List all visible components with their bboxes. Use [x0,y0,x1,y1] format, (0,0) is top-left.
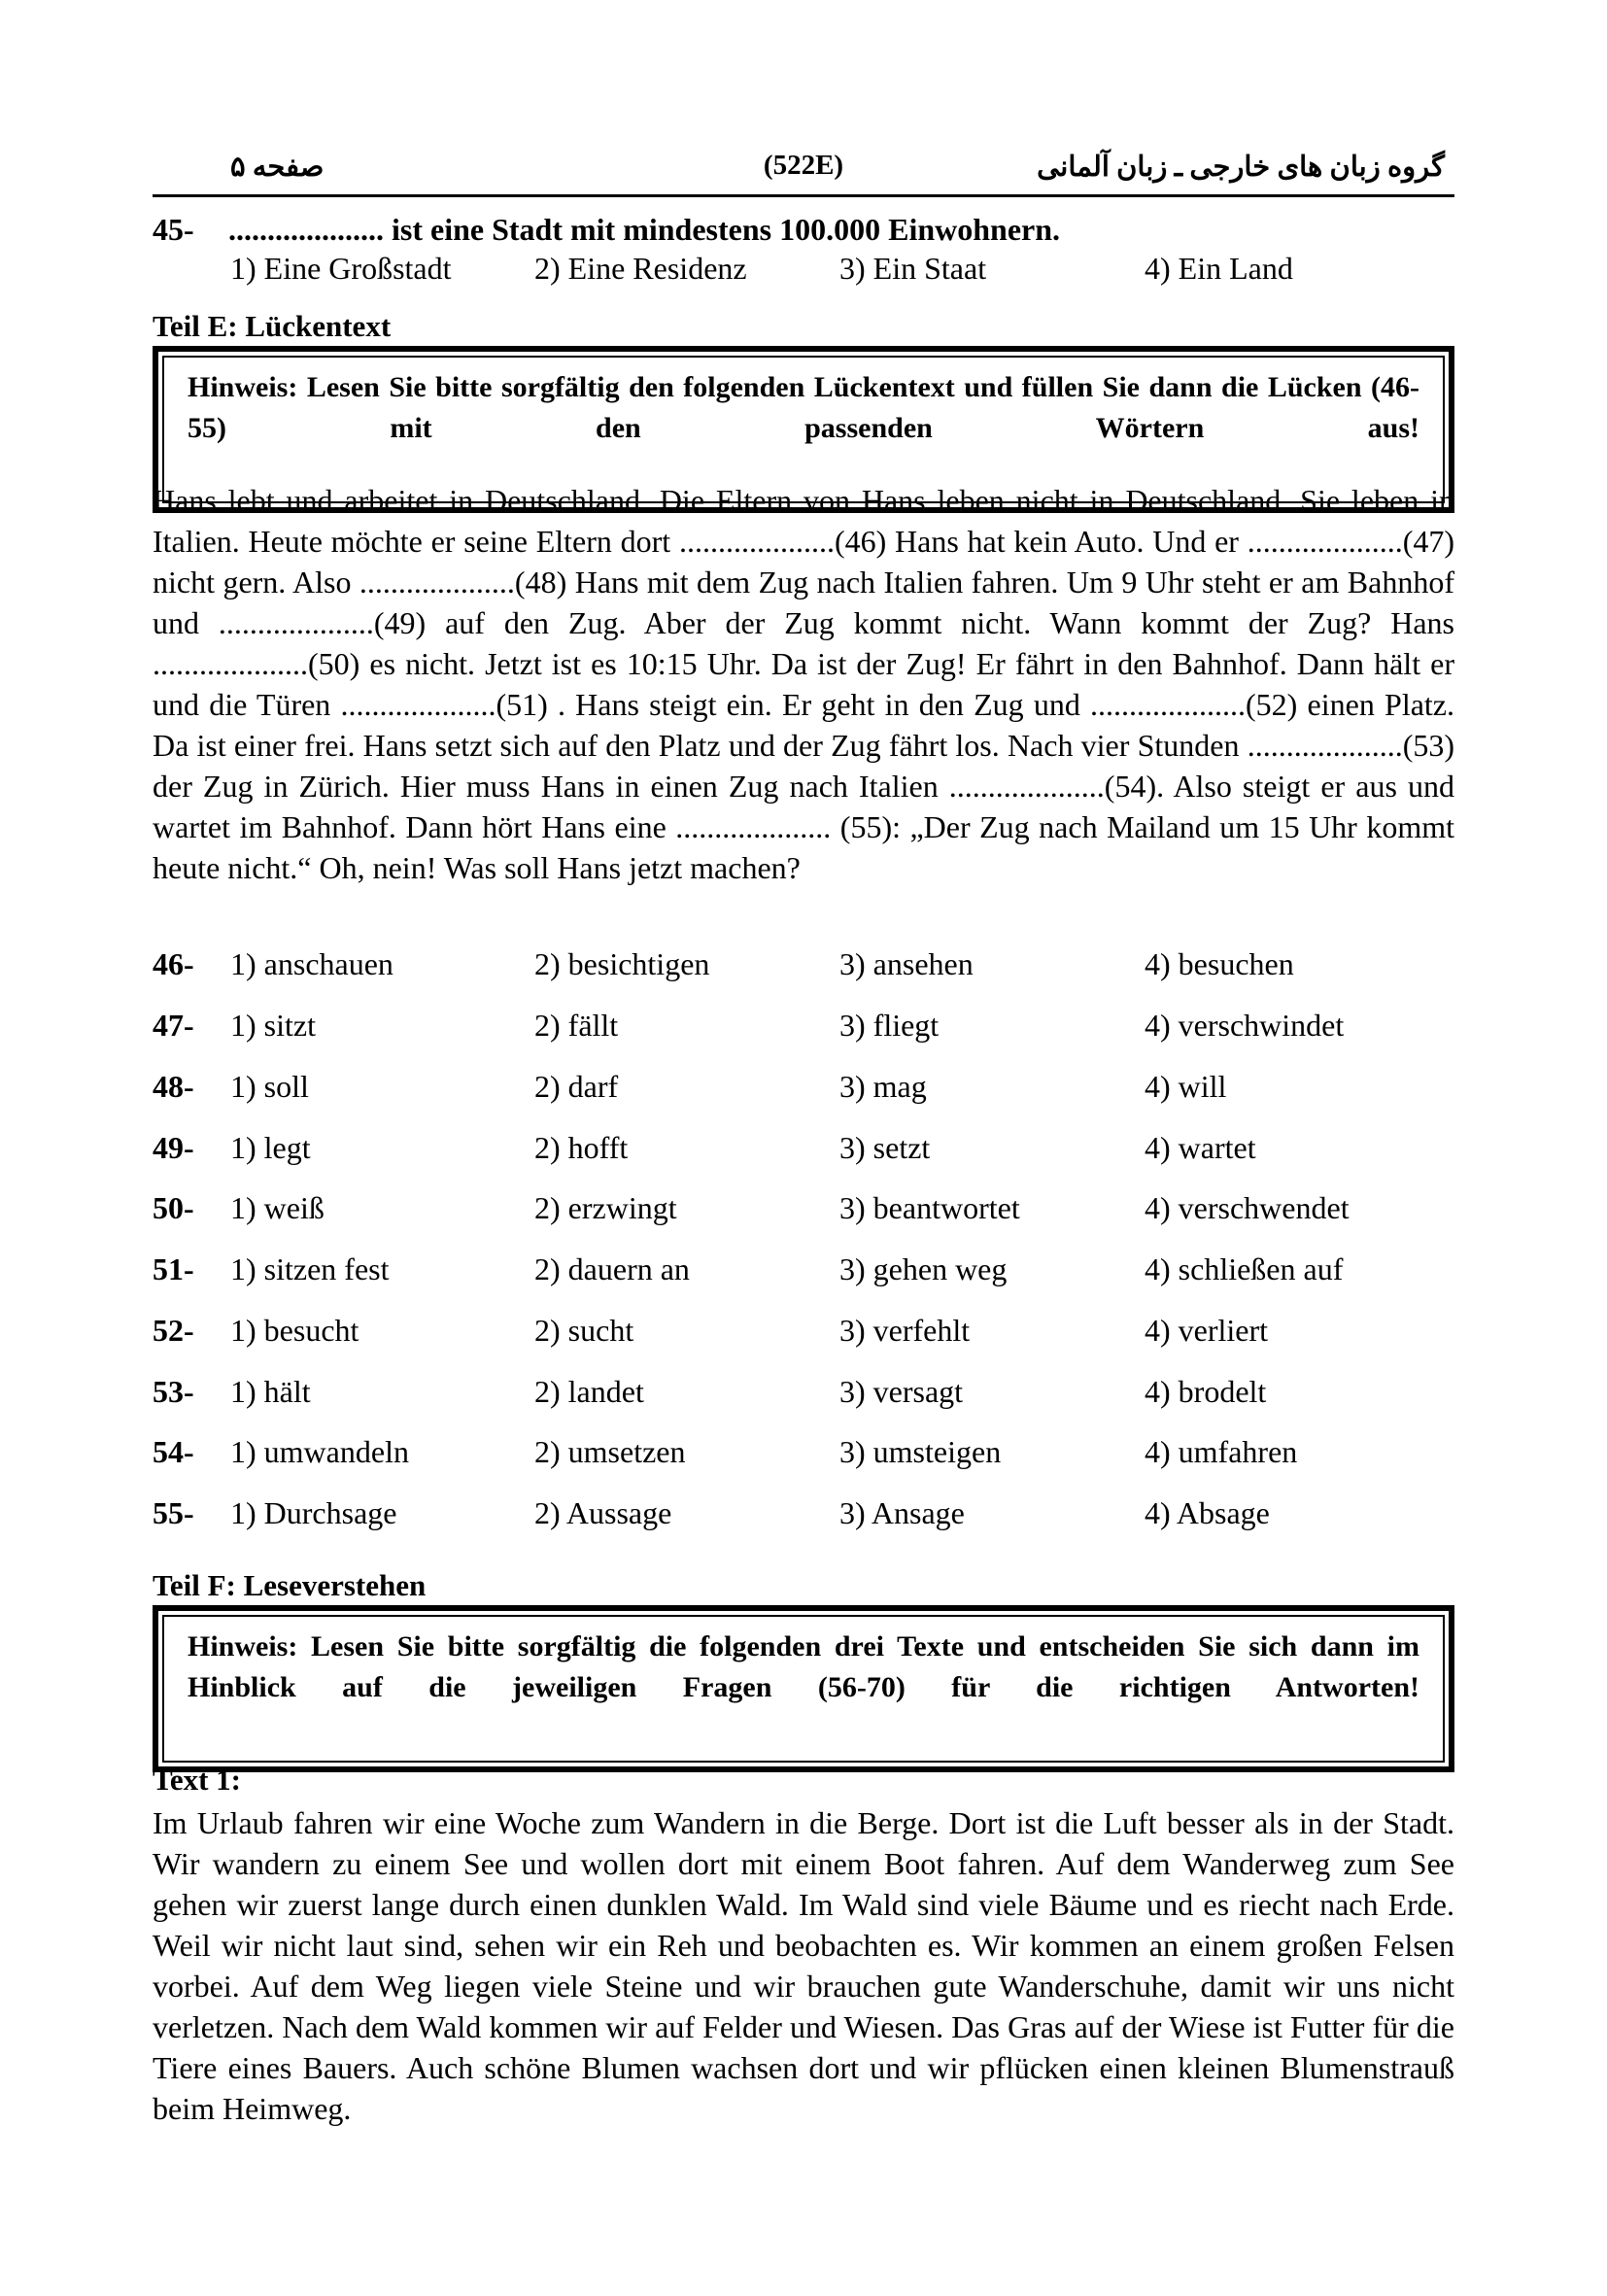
option-1: 1) soll [230,1069,309,1104]
option-2: 2) umsetzen [534,1434,686,1469]
exam-group-title: گروه زبان های خارجی ـ زبان آلمانی [1037,152,1445,183]
question-number: 51- [153,1251,194,1286]
question-number: 55- [153,1495,194,1530]
question-stem: .................... ist eine Stadt mit mindestens 100.000 Einwohnern. [228,212,1061,247]
section-title-teil-e: Teil E: Lückentext [153,309,392,343]
question-52 [153,1313,1454,1355]
question-55 [153,1495,1454,1538]
option-2: 2) erzwingt [534,1190,677,1225]
option-3: 3) ansehen [839,946,974,981]
option-1: 1) weiß [230,1190,325,1225]
question-48 [153,1069,1454,1112]
exam-code: (522E) [763,150,844,181]
question-number: 53- [153,1374,194,1409]
option-3: 3) Ansage [839,1495,965,1530]
option-2: 2) besichtigen [534,946,710,981]
option-1: 1) hält [230,1374,311,1409]
question-number: 52- [153,1313,194,1348]
option-4: 4) brodelt [1145,1374,1267,1409]
option-3: 3) versagt [839,1374,964,1409]
option-4: 4) Ein Land [1145,251,1293,286]
option-3: 3) gehen weg [839,1251,1008,1286]
page-number: صفحه ۵ [230,152,325,183]
lueckentext: Hans lebt und arbeitet in Deutschland. Die Eltern von Hans leben nicht in Deutschland. Sie leben in Italien. Heute möchte er seine Eltern dort ....................(46) Hans hat kein Auto. Und er ....................(47) nicht gern. Also ....................(48) Hans mit dem Zug nach Italien fahren. Um 9 Uhr steht er am Bahnhof und ....................(49) auf den Zug. Aber der Zug kommt nicht. Wann kommt der Zug? Hans ....................(50) es nicht. Jetzt ist es 10:15 Uhr. Da ist der Zug! Er fährt in den Bahnhof. Dann hält er und die Türen ....................(51) . Hans steigt ein. Er geht in den Zug und ....................(52) einen Platz. Da ist einer frei. Hans setzt sich auf den Platz und der Zug fährt los. Nach vier Stunden ....................(53) der Zug in Zürich. Hier muss Hans in einen Zug nach Italien ....................(54). Also steigt er aus und wartet im Bahnhof. Dann hört Hans eine .................... (55): „Der Zug nach Mailand um 15 Uhr kommt heute nicht.“ Oh, nein! Was soll Hans jetzt machen? [153,483,1454,885]
option-2: 2) dauern an [534,1251,690,1286]
question-47 [153,1008,1454,1050]
option-2: 2) Aussage [534,1495,672,1530]
option-4: 4) verliert [1145,1313,1269,1348]
option-3: 3) setzt [839,1130,931,1165]
option-4: 4) will [1145,1069,1227,1104]
option-2: 2) fällt [534,1008,619,1043]
question-51 [153,1251,1454,1294]
option-1: 1) sitzen fest [230,1251,390,1286]
option-1: 1) Eine Großstadt [230,251,452,286]
option-3: 3) umsteigen [839,1434,1002,1469]
option-3: 3) beantwortet [839,1190,1020,1225]
hinweis-box-teil-f [153,1605,1454,1772]
question-number: 46- [153,946,194,981]
question-number: 45- [153,212,194,247]
question-number: 48- [153,1069,194,1104]
question-50 [153,1190,1454,1233]
question-number: 49- [153,1130,194,1165]
option-3: 3) mag [839,1069,927,1104]
option-1: 1) umwandeln [230,1434,409,1469]
text-1-body: Im Urlaub fahren wir eine Woche zum Wandern in die Berge. Dort ist die Luft besser als in der Stadt. Wir wandern zu einem See und wollen dort mit einem Boot fahren. Auf dem Wanderweg zum See gehen wir zuerst lange durch einen dunklen Wald. Im Wald sind viele Bäume und es riecht nach Erde. Weil wir nicht laut sind, sehen wir ein Reh und beobachten es. Wir kommen an einem großen Felsen vorbei. Auf dem Weg liegen viele Steine und wir brauchen gute Wanderschuhe, damit wir uns nicht verletzen. Nach dem Wald kommen wir auf Felder und Wiesen. Das Gras auf der Wiese ist Futter für die Tiere eines Bauers. Auch schöne Blumen wachsen dort und wir pflücken einen kleinen Blumenstrauß beim Heimweg. [153,1805,1454,2126]
option-3: 3) fliegt [839,1008,940,1043]
option-1: 1) legt [230,1130,311,1165]
option-1: 1) sitzt [230,1008,316,1043]
option-2: 2) Eine Residenz [534,251,747,286]
option-4: 4) besuchen [1145,946,1294,981]
option-2: 2) sucht [534,1313,634,1348]
option-4: 4) verschwendet [1145,1190,1350,1225]
option-4: 4) Absage [1145,1495,1270,1530]
hinweis-text: Hinweis: Lesen Sie bitte sorgfältig die folgenden drei Texte und entscheiden Sie sich dann im Hinblick auf die jeweiligen Fragen (56-70) für die richtigen Antworten! [162,1615,1445,1763]
option-4: 4) verschwindet [1145,1008,1345,1043]
option-2: 2) hofft [534,1130,629,1165]
section-title-teil-f: Teil F: Leseverstehen [153,1568,427,1602]
option-4: 4) schließen auf [1145,1251,1344,1286]
option-3: 3) verfehlt [839,1313,971,1348]
option-1: 1) anschauen [230,946,393,981]
option-4: 4) umfahren [1145,1434,1298,1469]
question-49 [153,1130,1454,1173]
page-header [153,146,1454,188]
header-divider [153,194,1454,197]
text-1-title: Text 1: [153,1763,241,1797]
option-2: 2) darf [534,1069,619,1104]
option-1: 1) Durchsage [230,1495,397,1530]
option-4: 4) wartet [1145,1130,1256,1165]
question-number: 47- [153,1008,194,1043]
option-3: 3) Ein Staat [839,251,987,286]
hinweis-text: Hinweis: Lesen Sie bitte sorgfältig den folgenden Lückentext und füllen Sie dann die Lücken (46-55) mit den passenden Wörtern aus! [162,356,1445,503]
question-53 [153,1374,1454,1417]
question-46 [153,946,1454,989]
question-number: 50- [153,1190,194,1225]
option-1: 1) besucht [230,1313,359,1348]
question-number: 54- [153,1434,194,1469]
option-2: 2) landet [534,1374,644,1409]
question-54 [153,1434,1454,1477]
